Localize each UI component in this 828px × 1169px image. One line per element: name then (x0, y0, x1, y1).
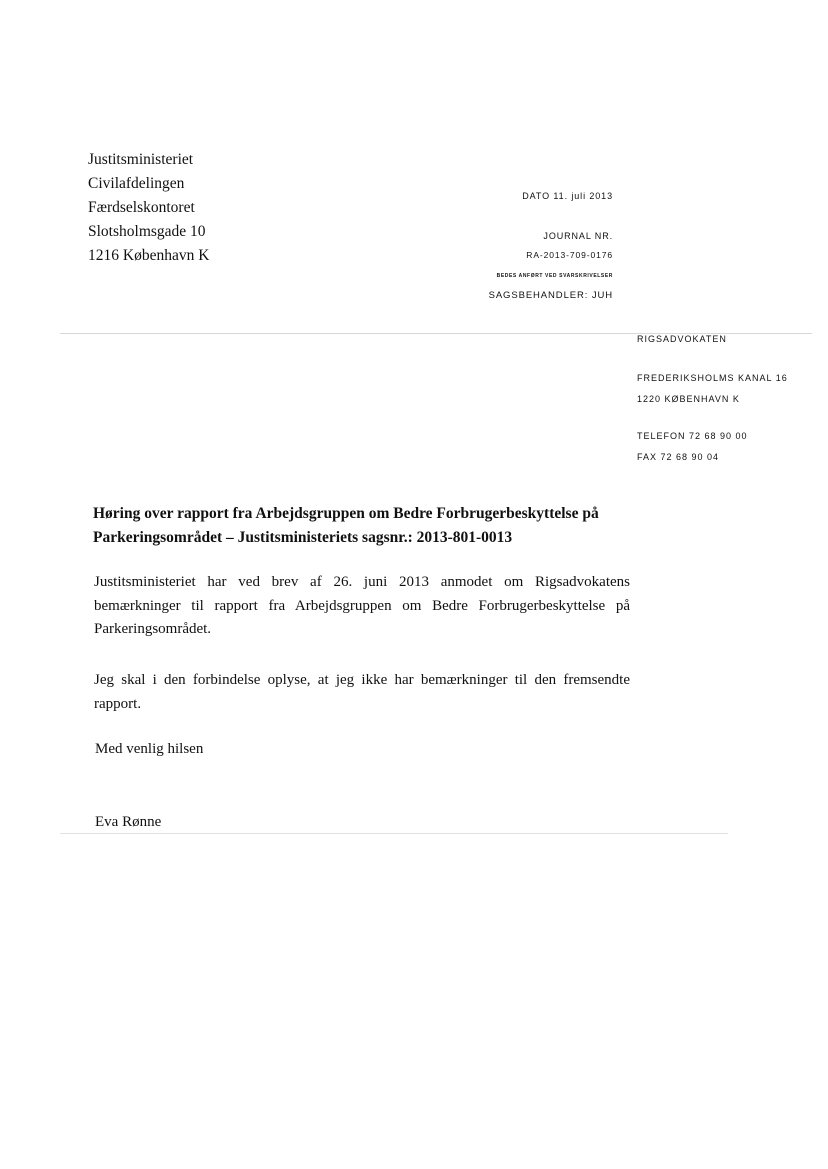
sender-phone: TELEFON 72 68 90 00 (637, 431, 748, 441)
journal-number: RA-2013-709-0176 (526, 250, 613, 260)
recipient-line: 1216 København K (88, 247, 210, 264)
footer-divider (60, 833, 728, 834)
recipient-line: Civilafdelingen (88, 175, 185, 192)
journal-label: JOURNAL NR. (543, 231, 613, 241)
letter-closing: Med venlig hilsen (95, 741, 204, 757)
sender-city: 1220 KØBENHAVN K (637, 394, 740, 404)
recipient-line: Færdselskontoret (88, 199, 195, 216)
letter-subject: Høring over rapport fra Arbejdsgruppen om Bedre Forbrugerbeskyttelse på Parkeringsområdet – Justitsministeriets sagsnr.: 2013-801-0013 (93, 505, 599, 546)
reference-notice: BEDES ANFØRT VED SVARSKRIVELSER (496, 273, 613, 279)
letter-date: DATO 11. juli 2013 (522, 191, 613, 201)
sender-name: RIGSADVOKATEN (637, 334, 727, 344)
recipient-line: Justitsministeriet (88, 151, 194, 168)
recipient-address (88, 148, 209, 268)
signatory-name: Eva Rønne (95, 814, 162, 830)
body-paragraph: Justitsministeriet har ved brev af 26. juni 2013 anmodet om Rigsadvokatens bemærkninger til rapport fra Arbejdsgruppen om Bedre Forbrugerbeskyttelse på Parkeringsområdet. (94, 574, 630, 637)
recipient-line: Slotsholmsgade 10 (88, 223, 206, 240)
sender-fax: FAX 72 68 90 04 (637, 452, 720, 462)
body-paragraph: Jeg skal i den forbindelse oplyse, at jeg ikke har bemærkninger til den fremsendte rapport. (94, 672, 630, 712)
case-officer: SAGSBEHANDLER: JUH (488, 290, 613, 301)
sender-street: FREDERIKSHOLMS KANAL 16 (637, 373, 788, 383)
